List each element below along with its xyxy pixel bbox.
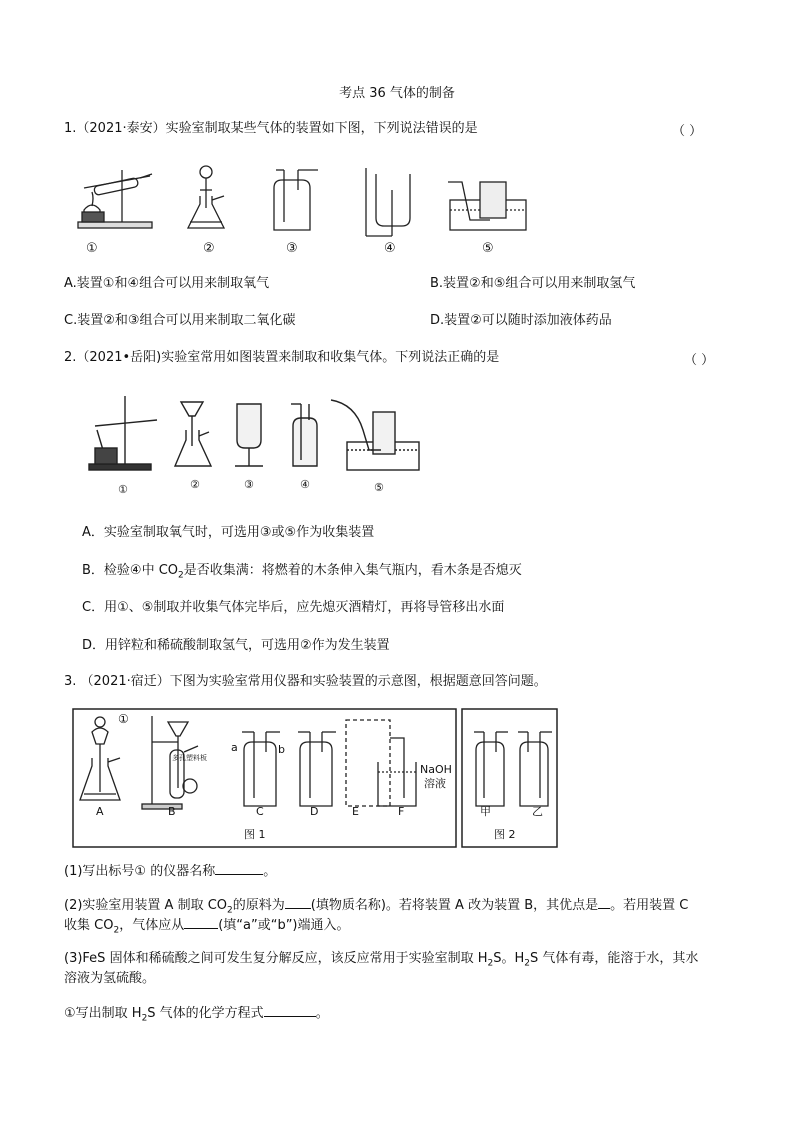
q2-option-b[interactable]	[82, 562, 522, 585]
q2-label-1: ①	[118, 483, 128, 496]
q3-part-1-text: (1)写出标号① 的仪器名称	[64, 864, 216, 879]
q3-part-1-blank[interactable]	[215, 862, 263, 875]
fig1-label-c: C	[256, 805, 264, 818]
q1-label-1: ①	[86, 241, 98, 256]
q3-part-1	[64, 862, 276, 881]
q2-apparatus-5	[331, 400, 419, 470]
q2-label-5: ⑤	[374, 481, 384, 494]
q2-label-4: ④	[300, 478, 310, 491]
q1-option-c[interactable]: C.装置②和③组合可以用来制取二氧化碳	[64, 313, 296, 328]
q3-part-2-text-6: ，气体应从	[119, 918, 185, 933]
q1-option-d[interactable]: D.装置②可以随时添加液体药品	[430, 313, 612, 328]
fig1-apparatus-d	[298, 732, 336, 806]
q3-part-3-sub-1-line	[64, 1004, 329, 1028]
q3-part-3-text-1: (3)FeS 固体和稀硫酸之间可发生复分解反应，该反应常用于实验室制取 H	[64, 951, 488, 966]
q2-option-b-text-2: 是否收集满：将燃着的木条伸入集气瓶内，看木条是否熄灭	[183, 563, 522, 578]
fig1-label-e: E	[352, 805, 359, 818]
q3-part-2-blank-3[interactable]	[184, 916, 218, 929]
q2-apparatus-figure	[85, 390, 425, 482]
fig1-plate-label: 多孔塑料板	[172, 754, 207, 762]
fig1-port-b: b	[278, 743, 285, 756]
q3-apparatus-figure	[72, 708, 562, 848]
fig2-bottles	[474, 732, 552, 806]
q2-option-c[interactable]: C．用①、⑤制取并收集气体完毕后，应先熄灭酒精灯，再将导管移出水面	[82, 600, 505, 615]
fig1-apparatus-a	[80, 717, 120, 800]
q3-part-2-sub-1: 2	[227, 905, 233, 916]
q2-apparatus-4	[291, 404, 317, 466]
q3-part-3-text-3: S 气体有毒，能溶于水，其水	[529, 951, 699, 966]
q2-answer-bracket: （ ）	[684, 353, 715, 368]
q3-part-3-sub-2: 2	[524, 958, 530, 969]
q2-apparatus-2	[175, 402, 211, 466]
fig1-caption: 图 1	[244, 828, 266, 841]
q1-apparatus-1	[78, 170, 152, 228]
q1-label-2: ②	[203, 241, 215, 256]
q1-apparatus-3	[274, 170, 318, 230]
fig1-apparatus-f	[378, 738, 416, 806]
q2-apparatus-svg	[85, 390, 425, 482]
fig1-naoh-label-2: 溶液	[424, 777, 446, 790]
q3-part-2-blank-1[interactable]	[285, 896, 311, 909]
q1-apparatus-5	[448, 182, 526, 230]
q3-part-1-end: 。	[263, 864, 277, 879]
q1-label-4: ④	[384, 241, 396, 256]
fig1-apparatus-e	[346, 720, 390, 806]
q3-part-2-text-4: 。若用装置 C	[610, 898, 689, 913]
q3-part-3-sub1-sub: 2	[141, 1013, 148, 1024]
q3-part-2-sub-2: 2	[113, 925, 120, 936]
fig2-label-yi: 乙	[532, 805, 543, 818]
fig1-label-a: A	[96, 805, 104, 818]
q3-part-2-text-2: 的原料为	[232, 898, 285, 913]
q1-apparatus-figure	[70, 160, 540, 260]
page-title: 考点 36 气体的制备	[339, 86, 455, 101]
q1-apparatus-svg	[70, 160, 540, 260]
q3-part-2-text-3: (填物质名称)。若将装置 A 改为装置 B，其优点是	[310, 898, 599, 913]
q3-part-3-sub1-blank[interactable]	[264, 1004, 316, 1017]
q1-label-3: ③	[286, 241, 298, 256]
fig1-label-d: D	[310, 805, 319, 818]
fig1-apparatus-c	[242, 732, 280, 806]
q2-option-d[interactable]: D．用锌粒和稀硫酸制取氢气，可选用②作为发生装置	[82, 638, 390, 653]
fig1-label-f: F	[398, 805, 405, 818]
q3-part-3-sub1-text-1: ①写出制取 H	[64, 1006, 142, 1021]
q2-apparatus-3	[235, 404, 263, 466]
q1-stem: 1.（2021·泰安）实验室制取某些气体的装置如下图，下列说法错误的是	[64, 121, 478, 136]
q2-label-2: ②	[190, 478, 200, 491]
q3-part-3-text-2: S。H	[493, 951, 525, 966]
q1-label-5: ⑤	[482, 241, 494, 256]
q3-stem: 3. （2021·宿迁）下图为实验室常用仪器和实验装置的示意图，根据题意回答问题。	[64, 674, 547, 689]
q3-part-2-blank-2[interactable]	[598, 896, 610, 909]
q3-part-2-text-5: 收集 CO	[64, 918, 114, 933]
fig1-mark-1: ①	[118, 712, 129, 726]
q2-option-b-sub: 2	[178, 570, 184, 581]
fig1-port-a: a	[231, 741, 238, 754]
q3-part-2-text-7: (填“a”或“b”)端通入。	[218, 918, 350, 933]
q3-apparatus-svg	[72, 708, 562, 848]
q1-apparatus-2	[188, 166, 224, 228]
q2-option-b-text-1: B．检验④中 CO	[82, 563, 179, 578]
q3-part-3-line-1	[64, 950, 698, 973]
q3-part-3-sub-1: 2	[487, 958, 494, 969]
fig2-caption: 图 2	[494, 828, 516, 841]
q3-part-2-text-1: (2)实验室用装置 A 制取 CO	[64, 898, 228, 913]
q1-option-a[interactable]: A.装置①和④组合可以用来制取氧气	[64, 276, 270, 291]
q1-apparatus-4	[366, 168, 410, 236]
fig1-label-b: B	[168, 805, 176, 818]
q3-part-3-sub1-text-2: S 气体的化学方程式	[147, 1006, 264, 1021]
q1-answer-bracket: （ ）	[672, 124, 703, 139]
q2-stem: 2.（2021•岳阳)实验室常用如图装置来制取和收集气体。下列说法正确的是	[64, 350, 500, 365]
q2-option-a[interactable]: A．实验室制取氧气时，可选用③或⑤作为收集装置	[82, 525, 375, 540]
fig1-naoh-label-1: NaOH	[420, 763, 452, 776]
q3-part-2-line-2	[64, 916, 350, 940]
fig2-label-jia: 甲	[480, 805, 491, 818]
q2-label-3: ③	[244, 478, 254, 491]
q3-part-3-line-2: 溶液为氢硫酸。	[64, 971, 156, 986]
q3-part-3-sub1-end: 。	[315, 1006, 329, 1021]
q1-option-b[interactable]: B.装置②和⑤组合可以用来制取氢气	[430, 276, 636, 291]
q2-apparatus-1	[89, 396, 157, 470]
